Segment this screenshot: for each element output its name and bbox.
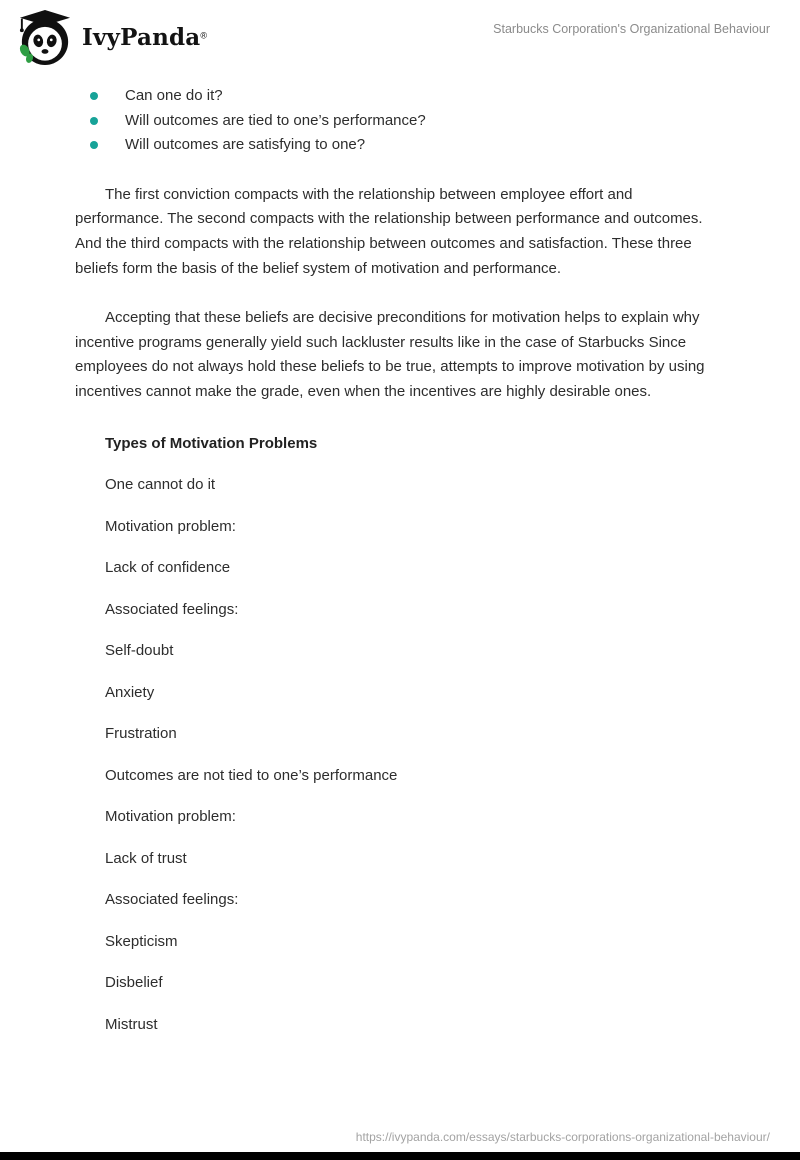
line-item: Associated feelings:: [105, 600, 239, 618]
line-item: Mistrust: [105, 1015, 158, 1033]
ivypanda-logo: [18, 8, 207, 66]
line-item: Lack of trust: [105, 849, 187, 867]
document-body: [75, 84, 722, 1037]
logo-wordmark: [82, 24, 207, 51]
list-item: [90, 133, 722, 158]
panda-logo-icon: [18, 8, 72, 66]
line-item: Lack of confidence: [105, 559, 231, 577]
paragraph: Accepting that these beliefs are decisive preconditions for motivation helps to explain why incentive programs generally yield such lackluster results like in the case of Starbucks Since employees do not always hold these beliefs to be true, attempts to improve motivation by using incentives cannot make the grade, even when the incentives are highly desirable ones.: [75, 309, 705, 400]
page-header: [0, 0, 800, 66]
bullet-icon: [90, 117, 98, 125]
paragraph: The first conviction compacts with the relationship between employee effort and performance. The second compacts with the relationship between performance and outcomes. And the third compacts with the relationship between outcomes and satisfaction. These three beliefs form the basis of the belief system of motivation and performance.: [75, 185, 703, 277]
line-item: Skepticism: [105, 932, 178, 950]
line-item: Anxiety: [105, 683, 155, 701]
logo-text: IvyPanda: [82, 23, 201, 51]
bullet-icon: [90, 141, 98, 149]
line-item: Frustration: [105, 725, 177, 743]
belief-bullet-list: [75, 84, 722, 158]
list-item-text: Will outcomes are satisfying to one?: [125, 136, 366, 154]
line-item: Outcomes are not tied to one’s performance: [105, 766, 398, 784]
motivation-lines: [75, 472, 722, 1037]
list-item-text: Can one do it?: [125, 87, 223, 104]
line-item: One cannot do it: [105, 476, 216, 494]
bullet-icon: [90, 92, 98, 100]
registered-mark: ®: [200, 30, 208, 41]
line-item: Disbelief: [105, 974, 163, 992]
source-url: https://ivypanda.com/essays/starbucks-corporations-organizational-behaviour/: [355, 1130, 770, 1144]
line-item: Associated feelings:: [105, 891, 239, 909]
document-title: Starbucks Corporation's Organizational Behaviour: [493, 22, 770, 36]
line-item: Motivation problem:: [105, 517, 236, 535]
list-item: [90, 109, 722, 134]
list-item-text: Will outcomes are tied to one’s performance?: [125, 111, 426, 129]
bottom-bar: [0, 1152, 800, 1160]
line-item: Motivation problem:: [105, 808, 236, 826]
line-item: Self-doubt: [105, 642, 174, 660]
section-heading: Types of Motivation Problems: [105, 434, 318, 452]
list-item: [90, 84, 722, 109]
